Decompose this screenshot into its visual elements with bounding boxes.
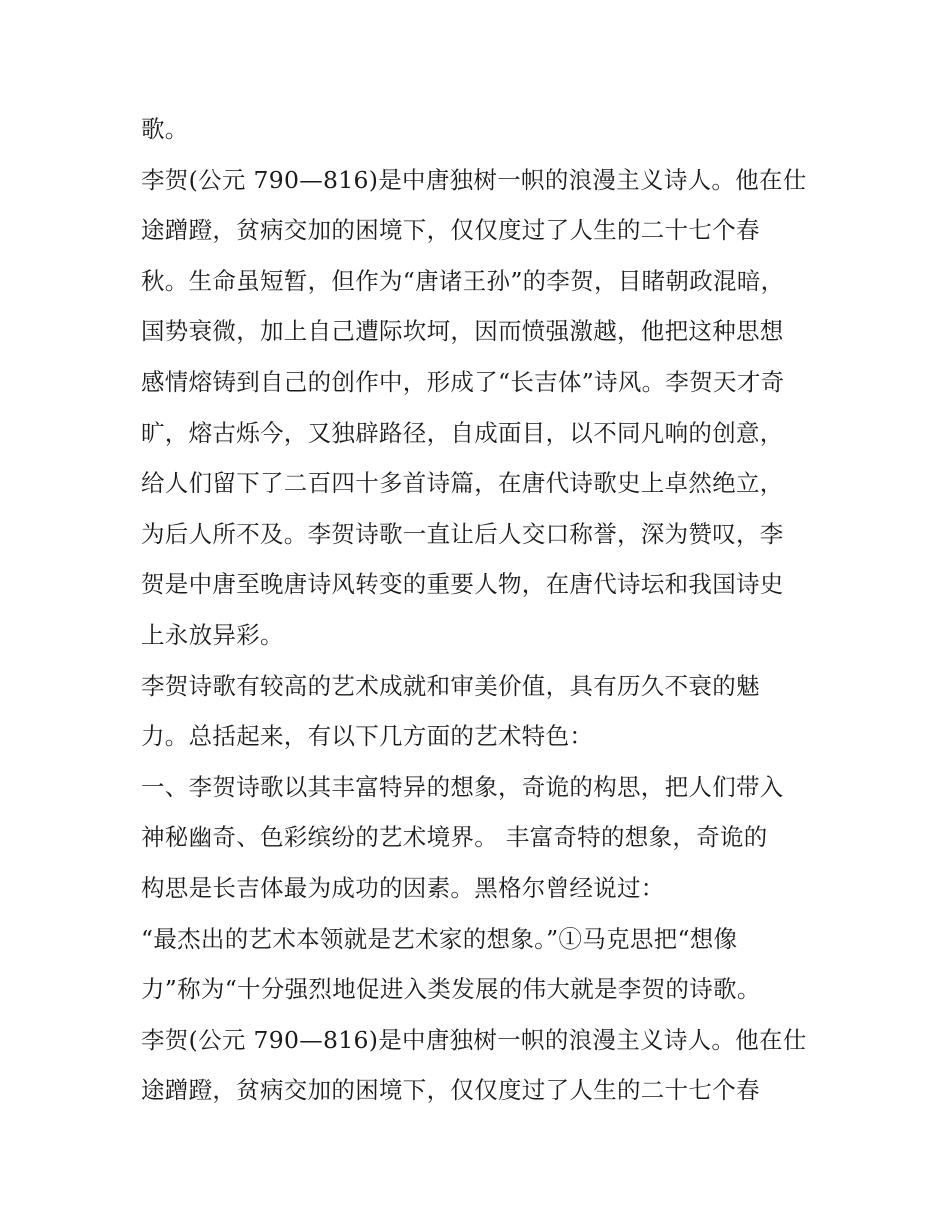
text-line: 给人们留下了二百四十多首诗篇，在唐代诗歌史上卓然绝立， xyxy=(141,469,784,498)
text-line: 歌。 xyxy=(141,115,189,143)
text-line: 途蹭蹬，贫病交加的困境下，仅仅度过了人生的二十七个春 xyxy=(141,216,760,245)
text-line: 力。总括起来，有以下几方面的艺术特色： xyxy=(141,722,594,751)
text-line: “最杰出的艺术本领就是艺术家的想象。”①马克思把“想像 xyxy=(141,924,738,953)
text-line: 李贺诗歌有较高的艺术成就和审美价值，具有历久不衰的魅 xyxy=(141,671,760,700)
text-line: 神秘幽奇、色彩缤纷的艺术境界。 丰富奇特的想象，奇诡的 xyxy=(141,823,768,852)
text-line: 李贺(公元 790—816)是中唐独树一帜的浪漫主义诗人。他在仕 xyxy=(141,1025,807,1054)
body-text xyxy=(141,104,821,1116)
text-line: 力”称为“十分强烈地促进入类发展的伟大就是李贺的诗歌。 xyxy=(141,975,761,1004)
text-line: 旷，熔古烁今，又独辟路径，自成面目，以不同凡响的创意， xyxy=(141,418,784,447)
text-line: 贺是中唐至晚唐诗风转变的重要人物，在唐代诗坛和我国诗史 xyxy=(141,570,784,599)
text-line: 为后人所不及。李贺诗歌一直让后人交口称誉，深为赞叹，李 xyxy=(141,519,784,548)
text-line: 构思是长吉体最为成功的因素。黑格尔曾经说过： xyxy=(141,873,665,902)
text-line: 途蹭蹬，贫病交加的困境下，仅仅度过了人生的二十七个春 xyxy=(141,1076,760,1105)
text-line: 秋。生命虽短暂，但作为“唐诸王孙”的李贺，目睹朝政混暗， xyxy=(141,266,785,295)
text-line: 感情熔铸到自己的创作中，形成了“长吉体”诗风。李贺天才奇 xyxy=(141,367,785,396)
text-line: 李贺(公元 790—816)是中唐独树一帜的浪漫主义诗人。他在仕 xyxy=(141,165,807,194)
text-line: 上永放异彩。 xyxy=(141,620,284,649)
text-line: 一、李贺诗歌以其丰富特异的想象，奇诡的构思，把人们带入 xyxy=(141,772,784,801)
text-line: 国势衰微，加上自己遭际坎坷，因而愤强激越，他把这种思想 xyxy=(141,317,784,346)
